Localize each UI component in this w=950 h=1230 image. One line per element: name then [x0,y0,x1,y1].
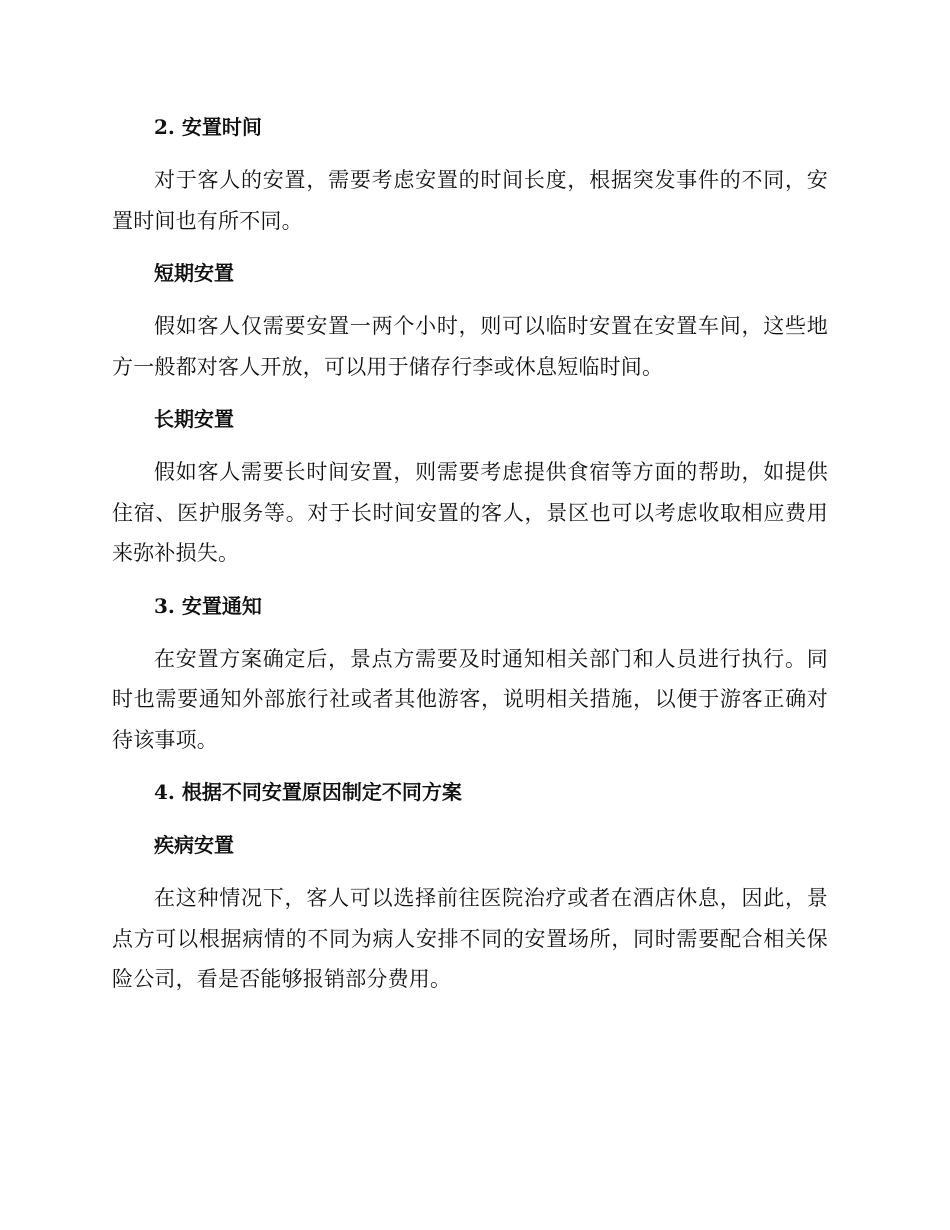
section-heading-notification: 3. 安置通知 [154,593,262,618]
subheading-short-term: 短期安置 [154,261,234,285]
paragraph-short-term: 假如客人仅需要安置一两个小时，则可以临时安置在安置车间，这些地方一般都对客人开放，可以用于储存行李或休息短临时间。 [112,314,828,379]
paragraph-long-term: 假如客人需要长时间安置，则需要考虑提供食宿等方面的帮助，如提供住宿、医护服务等。对于长时间安置的客人，景区也可以考虑收取相应费用来弥补损失。 [112,460,828,565]
section-heading-different-plans: 4. 根据不同安置原因制定不同方案 [154,780,462,804]
paragraph-notification: 在安置方案确定后，景点方需要及时通知相关部门和人员进行执行。同时也需要通知外部旅行社或者其他游客，说明相关措施，以便于游客正确对待该事项。 [112,646,828,752]
paragraph-placement-time: 对于客人的安置，需要考虑安置的时间长度，根据突发事件的不同，安置时间也有所不同。 [112,168,828,233]
document-body [112,107,828,1012]
subheading-illness: 疾病安置 [154,833,234,857]
paragraph-illness: 在这种情况下，客人可以选择前往医院治疗或者在酒店休息，因此，景点方可以根据病情的不同为病人安排不同的安置场所，同时需要配合相关保险公司，看是否能够报销部分费用。 [112,886,828,991]
section-heading-placement-time: 2. 安置时间 [154,115,262,139]
subheading-long-term: 长期安置 [154,407,234,431]
